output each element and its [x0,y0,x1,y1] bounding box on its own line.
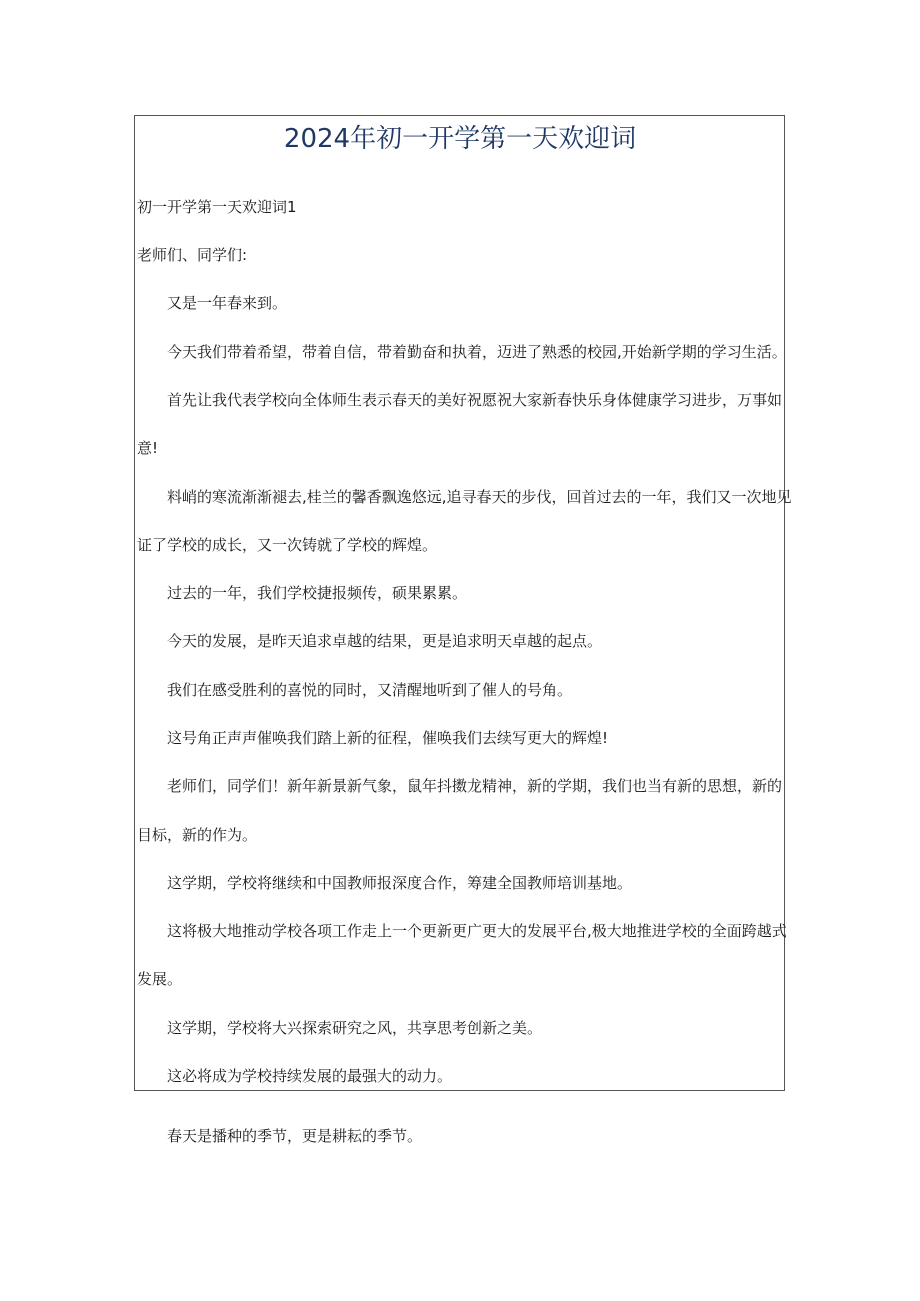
paragraph-line: 首先让我代表学校向全体师生表示春天的美好祝愿祝大家新春快乐身体健康学习进步，万事如 [167,391,783,409]
paragraph-line: 今天我们带着希望，带着自信，带着勤奋和执着，迈进了熟悉的校园,开始新学期的学习生活。 [167,343,787,361]
greeting: 老师们、同学们: [137,246,248,264]
paragraph-line: 这学期，学校将继续和中国教师报深度合作，筹建全国教师培训基地。 [167,874,633,892]
paragraph-line: 这将极大地推动学校各项工作走上一个更新更广更大的发展平台,极大地推进学校的全面跨越式 [167,922,787,940]
paragraph-line: 今天的发展，是昨天追求卓越的结果，更是追求明天卓越的起点。 [167,632,603,650]
paragraph-line: 料峭的寒流渐渐褪去,桂兰的馨香飘逸悠远,追寻春天的步伐，回首过去的一年，我们又一次地见 [167,488,792,506]
subtitle: 初一开学第一天欢迎词1 [137,198,297,216]
paragraph-line: 意! [137,439,159,457]
paragraph-line: 又是一年春来到。 [167,294,288,312]
paragraph-line: 这学期，学校将大兴探索研究之风，共享思考创新之美。 [167,1019,543,1037]
document-title: 2024年初一开学第一天欢迎词 [283,124,637,154]
paragraph-line: 这号角正声声催唤我们踏上新的征程，催唤我们去续写更大的辉煌! [167,729,609,747]
paragraph-line: 发展。 [137,970,183,988]
paragraph-line: 目标，新的作为。 [137,826,258,844]
paragraph-line-outside-frame: 春天是播种的季节，更是耕耘的季节。 [167,1127,423,1145]
paragraph-line: 我们在感受胜利的喜悦的同时，又清醒地听到了催人的号角。 [167,681,573,699]
paragraph-line: 这必将成为学校持续发展的最强大的动力。 [167,1067,453,1085]
paragraph-line: 过去的一年，我们学校捷报频传，硕果累累。 [167,584,468,602]
paragraph-line: 老师们，同学们！新年新景新气象，鼠年抖擞龙精神，新的学期，我们也当有新的思想，新的 [167,777,783,795]
paragraph-line: 证了学校的成长，又一次铸就了学校的辉煌。 [137,536,438,554]
